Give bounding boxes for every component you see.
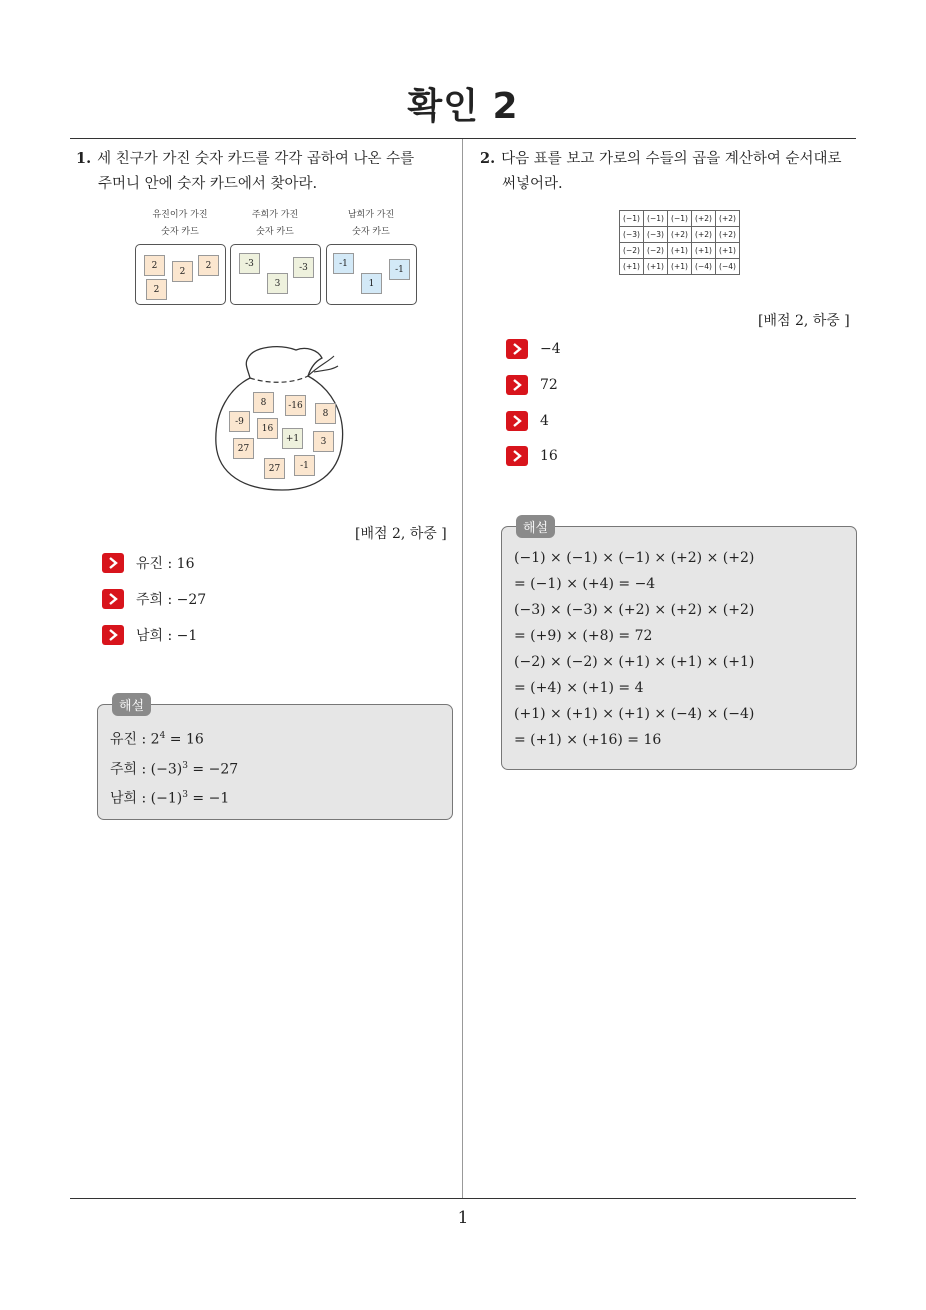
table-cell: (+1) xyxy=(620,259,644,275)
table-cell: (−1) xyxy=(668,211,692,227)
table-cell: (+1) xyxy=(668,243,692,259)
table-cell: (−2) xyxy=(644,243,668,259)
number-card: 2 xyxy=(146,279,167,300)
number-card: 2 xyxy=(144,255,165,276)
solution-line: = (+9) × (+8) = 72 xyxy=(514,628,653,644)
option-text: −4 xyxy=(540,341,561,357)
number-card: -1 xyxy=(389,259,410,280)
number-card: -1 xyxy=(333,253,354,274)
bag-card: -1 xyxy=(294,455,315,476)
number-card: -3 xyxy=(293,257,314,278)
question-text: 주머니 안에 숫자 카드에서 찾아라. xyxy=(98,176,318,192)
chevron-right-icon xyxy=(102,553,124,573)
question-text: 세 친구가 가진 숫자 카드를 각각 곱하여 나온 수를 xyxy=(97,151,415,167)
question-1 xyxy=(76,146,456,197)
column-divider xyxy=(462,139,463,1199)
chevron-right-icon xyxy=(506,411,528,431)
bag-card: -9 xyxy=(229,411,250,432)
bag-card: 8 xyxy=(315,403,336,424)
solution-line: (+1) × (+1) × (+1) × (−4) × (−4) xyxy=(514,706,755,722)
bag-card: 3 xyxy=(313,431,334,452)
table-cell: (+2) xyxy=(716,227,740,243)
answer-option[interactable] xyxy=(506,411,549,431)
table-cell: (+2) xyxy=(692,227,716,243)
chevron-right-icon xyxy=(102,625,124,645)
bag-card: 27 xyxy=(264,458,285,479)
table-cell: (+1) xyxy=(692,243,716,259)
number-card: 1 xyxy=(361,273,382,294)
chevron-right-icon xyxy=(102,589,124,609)
answer-option[interactable] xyxy=(102,589,206,609)
option-text: 72 xyxy=(540,377,558,393)
solution-line: = (−1) × (+4) = −4 xyxy=(514,576,656,592)
number-card: 3 xyxy=(267,273,288,294)
solution-line: 유진 : $2^4 = 16$ xyxy=(110,731,204,748)
score-label: [배점 2, 하중 ] xyxy=(758,313,850,329)
bag-card: +1 xyxy=(282,428,303,449)
table-cell: (−3) xyxy=(644,227,668,243)
number-card: 2 xyxy=(198,255,219,276)
question-number: 2. xyxy=(480,150,496,167)
solution-line: = (+4) × (+1) = 4 xyxy=(514,680,644,696)
table-row xyxy=(620,227,740,243)
table-cell: (−2) xyxy=(620,243,644,259)
bag-card: 8 xyxy=(253,392,274,413)
answer-option[interactable] xyxy=(102,625,197,645)
table-cell: (−4) xyxy=(692,259,716,275)
solution-tag: 해설 xyxy=(112,693,151,716)
table-cell: (+1) xyxy=(644,259,668,275)
bag-card: 27 xyxy=(233,438,254,459)
solution-line: = (+1) × (+16) = 16 xyxy=(514,732,662,748)
card-group-juhui xyxy=(230,244,321,305)
solution-line: 주희 : $(-3)^3 = -27$ xyxy=(110,760,239,778)
option-text: 16 xyxy=(540,448,558,464)
table-cell: (+1) xyxy=(716,243,740,259)
bottom-rule xyxy=(70,1198,856,1199)
top-rule xyxy=(70,138,856,139)
table-cell: (−1) xyxy=(620,211,644,227)
solution-line: (−3) × (−3) × (+2) × (+2) × (+2) xyxy=(514,602,755,618)
table-row xyxy=(620,211,740,227)
table-cell: (−3) xyxy=(620,227,644,243)
solution-line: (−1) × (−1) × (−1) × (+2) × (+2) xyxy=(514,550,755,566)
option-text: 남희 : −1 xyxy=(136,628,198,644)
answer-option[interactable] xyxy=(506,446,558,466)
answer-option[interactable] xyxy=(506,375,558,395)
solution-line: 남희 : $(-1)^3 = -1$ xyxy=(110,790,230,807)
answer-option[interactable] xyxy=(506,339,561,359)
table-cell: (−4) xyxy=(716,259,740,275)
chevron-right-icon xyxy=(506,446,528,466)
table-cell: (−1) xyxy=(644,211,668,227)
card-group-label: 남희가 가진 숫자 카드 xyxy=(347,210,395,237)
table-row xyxy=(620,243,740,259)
question-text: 써넣어라. xyxy=(502,176,563,192)
card-group-label: 유진이가 가진 숫자 카드 xyxy=(152,210,208,237)
card-group-label: 주희가 가진 숫자 카드 xyxy=(251,210,299,237)
solution-box xyxy=(97,699,453,820)
number-table xyxy=(619,210,740,275)
question-2 xyxy=(480,146,860,197)
page-number: 1 xyxy=(457,1208,469,1228)
card-group-yujin xyxy=(135,244,226,305)
score-label: [배점 2, 하중 ] xyxy=(355,526,447,542)
solution-tag: 해설 xyxy=(516,515,555,538)
solution-line: (−2) × (−2) × (+1) × (+1) × (+1) xyxy=(514,654,755,670)
option-text: 유진 : 16 xyxy=(136,556,195,572)
table-cell: (+2) xyxy=(692,211,716,227)
number-card: 2 xyxy=(172,261,193,282)
table-row xyxy=(620,259,740,275)
bag-card: -16 xyxy=(285,395,306,416)
table-cell: (+2) xyxy=(716,211,740,227)
number-card: -3 xyxy=(239,253,260,274)
option-text: 주희 : −27 xyxy=(136,592,207,608)
table-cell: (+2) xyxy=(668,227,692,243)
page-title: 확인 2 xyxy=(407,86,519,127)
question-text: 다음 표를 보고 가로의 수들의 곱을 계산하여 순서대로 xyxy=(501,151,842,167)
chevron-right-icon xyxy=(506,375,528,395)
question-number: 1. xyxy=(76,150,92,167)
table-cell: (+1) xyxy=(668,259,692,275)
answer-option[interactable] xyxy=(102,553,194,573)
solution-box xyxy=(501,521,857,770)
chevron-right-icon xyxy=(506,339,528,359)
option-text: 4 xyxy=(540,413,549,429)
bag-card: 16 xyxy=(257,418,278,439)
card-group-namhui xyxy=(326,244,417,305)
